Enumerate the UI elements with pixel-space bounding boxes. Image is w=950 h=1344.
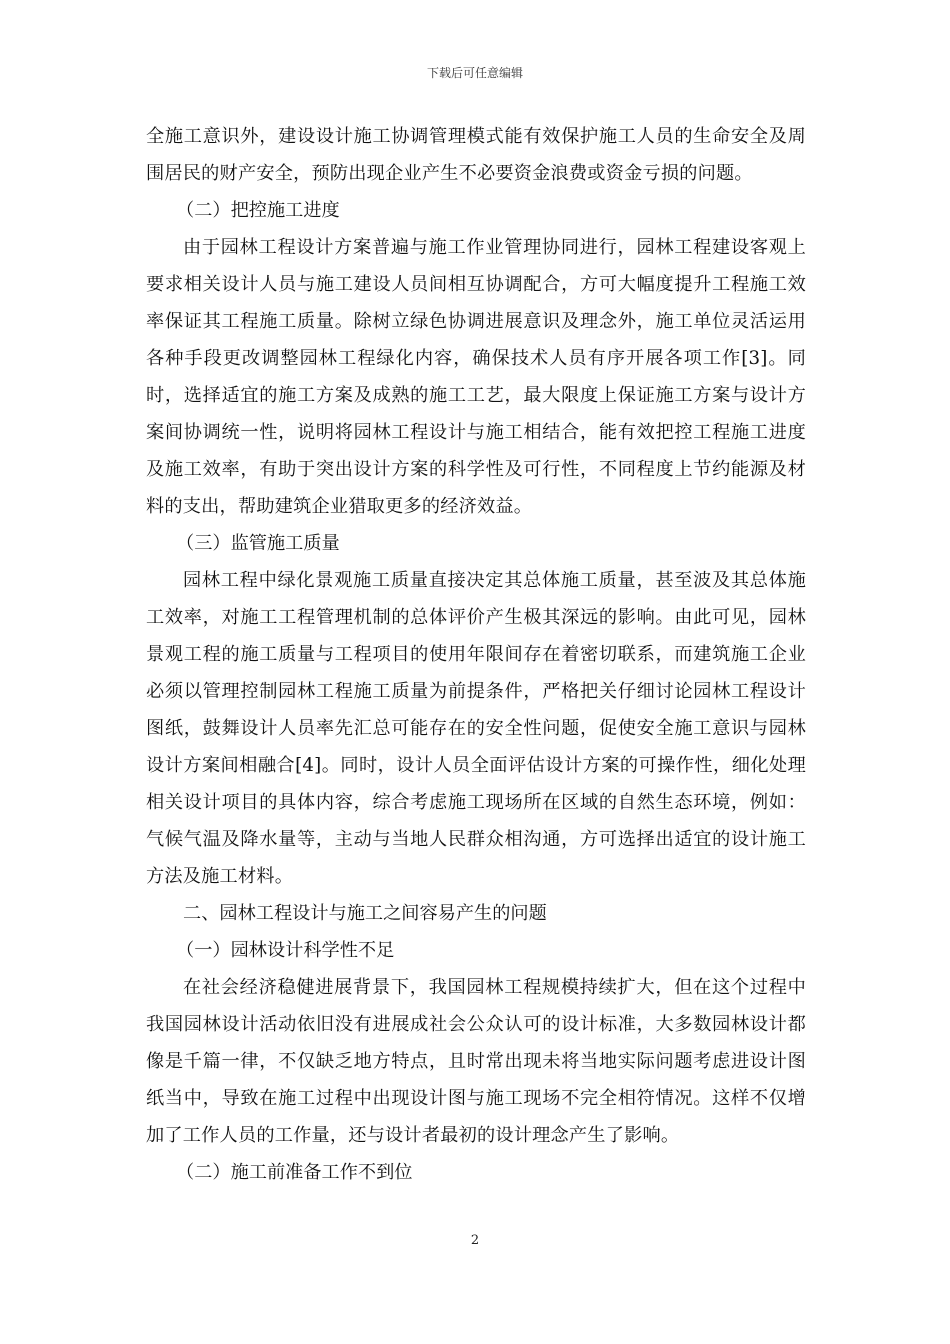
section-heading-quality: （三）监管施工质量	[176, 533, 340, 554]
paragraph-continuation: 全施工意识外，建设设计施工协调管理模式能有效保护施工人员的生命安全及周围居民的财产安全，预防出现企业产生不必要资金浪费或资金亏损的问题。	[146, 126, 806, 184]
section-heading-design-science: （一）园林设计科学性不足	[176, 940, 395, 961]
document-body	[146, 118, 806, 1191]
chapter-heading-problems: 二、园林工程设计与施工之间容易产生的问题	[183, 903, 547, 924]
paragraph-design-science: 在社会经济稳健进展背景下，我国园林工程规模持续扩大，但在这个过程中我国园林设计活动依旧没有进展成社会公众认可的设计标准，大多数园林设计都像是千篇一律，不仅缺乏地方特点，且时常出现未将当地实际问题考虑进设计图纸当中，导致在施工过程中出现设计图与施工现场不完全相符情况。这样不仅增加了工作人员的工作量，还与设计者最初的设计理念产生了影响。	[146, 977, 806, 1146]
section-heading-progress: （二）把控施工进度	[176, 200, 340, 221]
page-number: 2	[470, 1233, 480, 1248]
paragraph-progress: 由于园林工程设计方案普遍与施工作业管理协同进行，园林工程建设客观上要求相关设计人员与施工建设人员间相互协调配合，方可大幅度提升工程施工效率保证其工程施工质量。除树立绿色协调进展意识及理念外，施工单位灵活运用各种手段更改调整园林工程绿化内容，确保技术人员有序开展各项工作[3]。同时，选择适宜的施工方案及成熟的施工工艺，最大限度上保证施工方案与设计方案间协调统一性，说明将园林工程设计与施工相结合，能有效把控工程施工进度及施工效率，有助于突出设计方案的科学性及可行性，不同程度上节约能源及材料的支出，帮助建筑企业猎取更多的经济效益。	[146, 237, 806, 517]
page-header: 下载后可任意编辑	[426, 66, 523, 80]
section-heading-preparation: （二）施工前准备工作不到位	[176, 1162, 413, 1183]
paragraph-quality: 园林工程中绿化景观施工质量直接决定其总体施工质量，甚至波及其总体施工效率，对施工工程管理机制的总体评价产生极其深远的影响。由此可见，园林景观工程的施工质量与工程项目的使用年限间存在着密切联系，而建筑施工企业必须以管理控制园林工程施工质量为前提条件，严格把关仔细讨论园林工程设计图纸，鼓舞设计人员率先汇总可能存在的安全性问题，促使安全施工意识与园林设计方案间相融合[4]。同时，设计人员全面评估设计方案的可操作性，细化处理相关设计项目的具体内容，综合考虑施工现场所在区域的自然生态环境，例如：气候气温及降水量等，主动与当地人民群众相沟通，方可选择出适宜的设计施工方法及施工材料。	[146, 570, 806, 887]
